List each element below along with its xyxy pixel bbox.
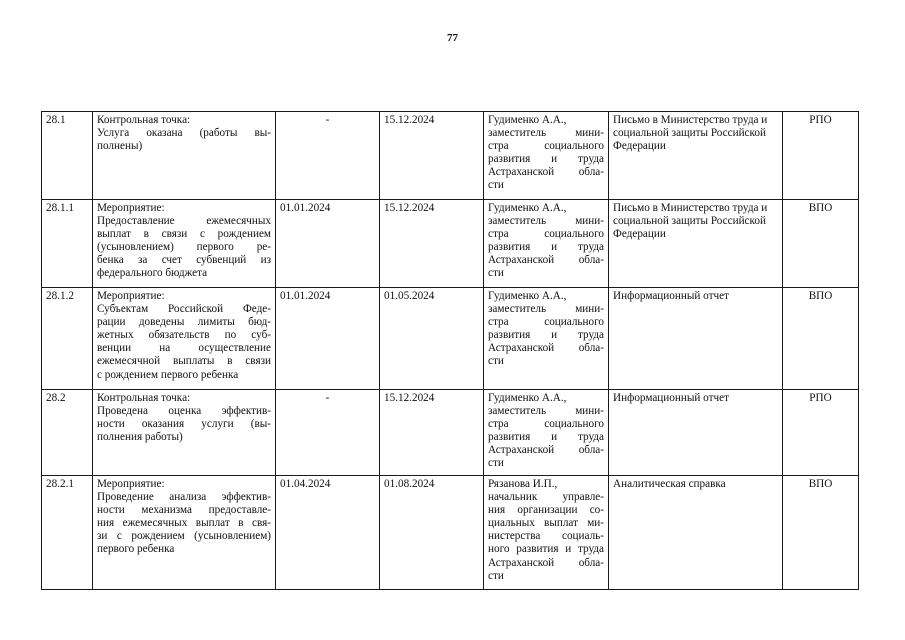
description-title: Контрольная точка:	[97, 392, 191, 404]
document-type: Письмо в Министерство труда и социальной защиты Российской Федерации	[613, 114, 768, 153]
end-date: 15.12.2024	[384, 202, 435, 214]
responsible-line: циальных выплат ми-	[488, 517, 604, 530]
description-line: федерального бюджета	[97, 267, 208, 280]
row-number-cell	[42, 112, 93, 200]
description-line: Предоставление ежемесячных	[97, 215, 271, 228]
responsible-line: Астраханской обла-	[488, 556, 604, 569]
responsible-line: стра социального	[488, 140, 604, 153]
table-row	[42, 200, 859, 288]
description-cell	[93, 288, 276, 390]
responsible-line: начальник управле-	[488, 491, 604, 504]
responsible-line: заместитель мини-	[488, 215, 604, 228]
description-line: ежемесячной выплаты в связи	[97, 355, 271, 368]
start-date: 01.04.2024	[280, 478, 331, 490]
responsible-line: развития и труда	[488, 153, 604, 166]
end-date: 15.12.2024	[384, 392, 435, 404]
event-type: РПО	[809, 392, 832, 404]
responsible-line: сти	[488, 457, 504, 470]
plan-table	[41, 111, 859, 590]
document-cell	[609, 390, 783, 476]
description-line: с рождением первого ребенка	[97, 368, 239, 381]
description-line: рации доведены лимиты бюд-	[97, 316, 271, 329]
row-number-cell	[42, 200, 93, 288]
description-line: (усыновлением) первого ре-	[97, 241, 271, 254]
description-title: Контрольная точка:	[97, 114, 191, 126]
description-cell	[93, 200, 276, 288]
document-cell	[609, 112, 783, 200]
event-type: ВПО	[808, 478, 833, 490]
event-type-cell	[783, 288, 859, 390]
description-cell	[93, 476, 276, 590]
document-cell	[609, 476, 783, 590]
start-date-cell	[276, 476, 380, 590]
description-line: ности оказания услуги (вы-	[97, 418, 271, 431]
description-line: ния ежемесячных выплат в свя-	[97, 517, 271, 530]
row-number: 28.2.1	[46, 478, 74, 490]
description-line: первого ребенка	[97, 543, 175, 556]
description-title: Мероприятие:	[97, 290, 165, 302]
plan-table-body	[42, 112, 859, 590]
event-type-cell	[783, 390, 859, 476]
description-line: Субъектам Российской Феде-	[97, 303, 271, 316]
start-date-cell	[276, 288, 380, 390]
row-number: 28.1.1	[46, 202, 74, 214]
responsible-line: Астраханской обла-	[488, 444, 604, 457]
event-type: ВПО	[808, 202, 833, 214]
responsible-line: Гудименко А.А.,	[488, 114, 567, 126]
responsible-cell	[484, 288, 609, 390]
document-type: Информационный отчет	[613, 392, 729, 404]
responsible-line: развития и труда	[488, 431, 604, 444]
responsible-line: сти	[488, 569, 504, 582]
start-date-cell	[276, 112, 380, 200]
responsible-line: заместитель мини-	[488, 303, 604, 316]
description-line: ности механизма предоставле-	[97, 504, 271, 517]
row-number: 28.1	[46, 114, 66, 126]
description-line: выплат в связи с рождением	[97, 228, 271, 241]
table-row	[42, 476, 859, 590]
row-number: 28.1.2	[46, 290, 74, 302]
end-date-cell	[380, 390, 484, 476]
table-row	[42, 390, 859, 476]
document-type: Письмо в Министерство труда и социальной защиты Российской Федерации	[613, 202, 768, 241]
responsible-line: заместитель мини-	[488, 405, 604, 418]
end-date-cell	[380, 200, 484, 288]
document-cell	[609, 288, 783, 390]
event-type-cell	[783, 112, 859, 200]
description-title: Мероприятие:	[97, 478, 165, 490]
end-date-cell	[380, 476, 484, 590]
responsible-line: Рязанова И.П.,	[488, 478, 558, 490]
row-number-cell	[42, 390, 93, 476]
description-line: венции на осуществление	[97, 342, 271, 355]
document-cell	[609, 200, 783, 288]
responsible-line: ния организации со-	[488, 504, 604, 517]
description-line: Проведение анализа эффектив-	[97, 491, 271, 504]
responsible-line: Астраханской обла-	[488, 254, 604, 267]
responsible-line: заместитель мини-	[488, 127, 604, 140]
responsible-line: сти	[488, 179, 504, 192]
start-date-cell	[276, 200, 380, 288]
start-date-cell	[276, 390, 380, 476]
responsible-line: развития и труда	[488, 329, 604, 342]
table-row	[42, 112, 859, 200]
end-date-cell	[380, 288, 484, 390]
description-line: зи с рождением (усыновлением)	[97, 530, 271, 543]
event-type-cell	[783, 200, 859, 288]
responsible-line: Гудименко А.А.,	[488, 392, 567, 404]
responsible-cell	[484, 112, 609, 200]
description-line: бенка за счет субвенций из	[97, 254, 271, 267]
start-date: 01.01.2024	[280, 202, 331, 214]
description-cell	[93, 390, 276, 476]
event-type-cell	[783, 476, 859, 590]
page-number: 77	[447, 32, 458, 44]
responsible-line: Гудименко А.А.,	[488, 290, 567, 302]
responsible-line: развития и труда	[488, 241, 604, 254]
description-line: полнения работы)	[97, 431, 183, 444]
start-date: 01.01.2024	[280, 290, 331, 302]
responsible-line: сти	[488, 355, 504, 368]
responsible-line: стра социального	[488, 228, 604, 241]
responsible-line: Астраханской обла-	[488, 342, 604, 355]
start-date: -	[325, 392, 330, 404]
description-line: Проведена оценка эффектив-	[97, 405, 271, 418]
responsible-line: стра социального	[488, 316, 604, 329]
responsible-line: нистерства социаль-	[488, 530, 604, 543]
end-date: 01.05.2024	[384, 290, 435, 302]
row-number-cell	[42, 288, 93, 390]
document-type: Информационный отчет	[613, 290, 729, 302]
responsible-cell	[484, 390, 609, 476]
description-cell	[93, 112, 276, 200]
end-date-cell	[380, 112, 484, 200]
description-line: полнены)	[97, 140, 143, 153]
responsible-line: сти	[488, 267, 504, 280]
responsible-cell	[484, 476, 609, 590]
end-date: 01.08.2024	[384, 478, 435, 490]
start-date: -	[325, 114, 330, 126]
description-line: жетных обязательств по суб-	[97, 329, 271, 342]
end-date: 15.12.2024	[384, 114, 435, 126]
description-line: Услуга оказана (работы вы-	[97, 127, 271, 140]
responsible-line: Астраханской обла-	[488, 166, 604, 179]
table-row	[42, 288, 859, 390]
row-number-cell	[42, 476, 93, 590]
row-number: 28.2	[46, 392, 66, 404]
responsible-cell	[484, 200, 609, 288]
document-type: Аналитическая справка	[613, 478, 726, 490]
responsible-line: ного развития и труда	[488, 543, 604, 556]
description-title: Мероприятие:	[97, 202, 165, 214]
event-type: РПО	[809, 114, 832, 126]
responsible-line: Гудименко А.А.,	[488, 202, 567, 214]
responsible-line: стра социального	[488, 418, 604, 431]
event-type: ВПО	[808, 290, 833, 302]
